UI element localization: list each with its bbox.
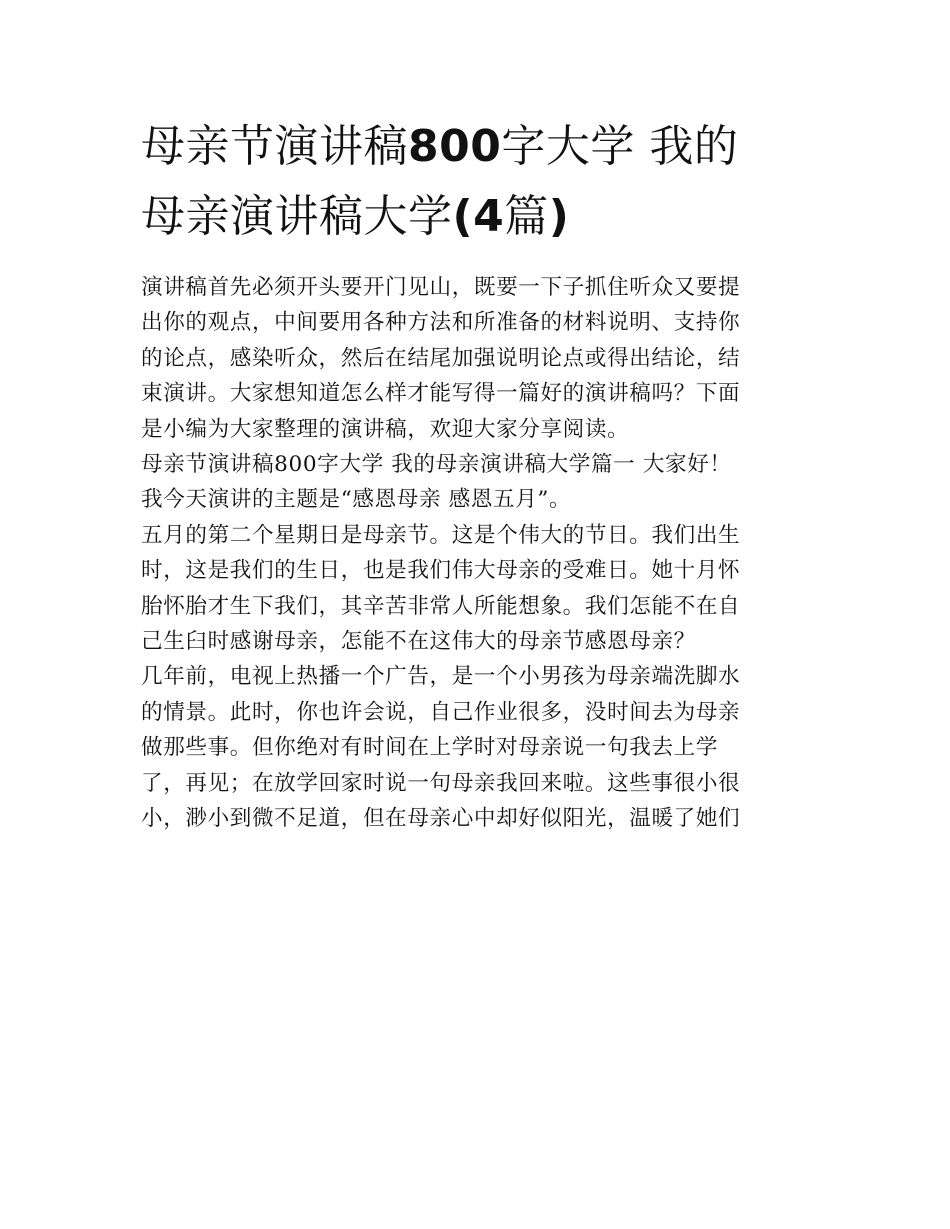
document-page [141, 112, 813, 837]
paragraph-intro [141, 270, 813, 447]
text-line: 演讲稿首先必须开头要开门见山，既要一下子抓住听众又要提 [141, 275, 741, 300]
title-number: 800 [408, 121, 502, 172]
text-line: 是小编为大家整理的演讲稿，欢迎大家分享阅读。 [141, 416, 630, 442]
title-count: (4 [452, 191, 505, 242]
text-line: 出你的观点，中间要用各种方法和所准备的材料说明、支持你 [141, 310, 741, 336]
title-line-2: 母亲演讲稿大学(4篇) [141, 191, 570, 242]
text-line: 几年前，电视上热播一个广告，是一个小男孩为母亲端洗脚水 [141, 664, 741, 690]
text-line: 母亲节演讲稿800字大学 我的母亲演讲稿大学篇一 大家好！ [141, 452, 732, 478]
document-title [141, 112, 813, 252]
text-line: 的论点，感染听众，然后在结尾加强说明论点或得出结论，结 [141, 345, 741, 371]
text-line: 束演讲。大家想知道怎么样才能写得一篇好的演讲稿吗？下面 [141, 381, 741, 407]
paragraph-section-heading [141, 447, 813, 482]
text-line: 胎怀胎才生下我们，其辛苦非常人所能想象。我们怎能不在自 [141, 593, 741, 619]
paragraph-advertisement [141, 659, 813, 836]
text-line: 我今天演讲的主题是“感恩母亲 感恩五月”。 [141, 487, 572, 513]
text-line: 了，再见；在放学回家时说一句母亲我回来啦。这些事很小很 [141, 770, 741, 796]
paragraph-mothers-day [141, 518, 813, 660]
text-line: 小，渺小到微不足道，但在母亲心中却好似阳光，温暖了她们 [141, 806, 741, 832]
paragraph-theme [141, 482, 813, 517]
title-line-1: 母亲节演讲稿800字大学 我的 [141, 121, 739, 172]
text-line: 五月的第二个星期日是母亲节。这是个伟大的节日。我们出生 [141, 522, 741, 548]
text-line: 的情景。此时，你也许会说，自己作业很多，没时间去为母亲 [141, 699, 741, 725]
text-line: 做那些事。但你绝对有时间在上学时对母亲说一句我去上学 [141, 735, 719, 761]
text-line: 己生臼时感谢母亲，怎能不在这伟大的母亲节感恩母亲？ [141, 629, 696, 655]
text-line: 时，这是我们的生日，也是我们伟大母亲的受难日。她十月怀 [141, 558, 741, 584]
